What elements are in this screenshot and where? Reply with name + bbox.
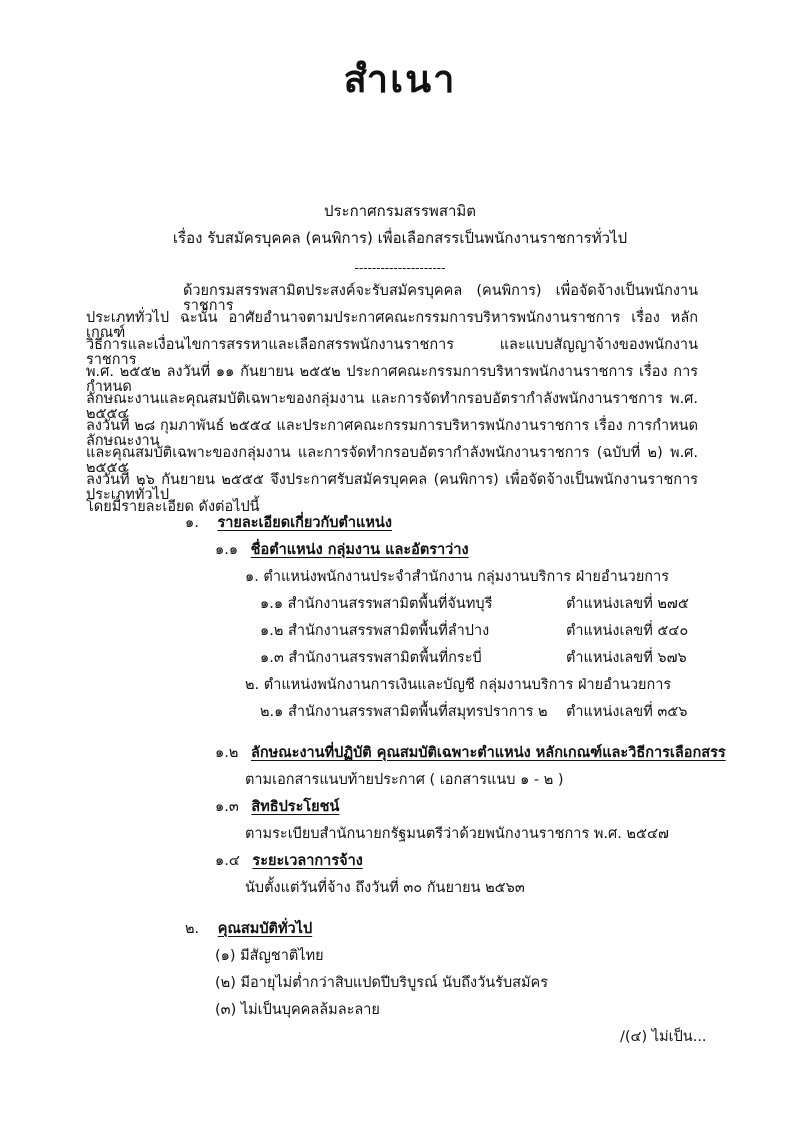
qualification-item: (๓) ไม่เป็นบุคคลล้มละลาย	[215, 1002, 380, 1018]
continued-marker: /(๔) ไม่เป็น...	[620, 1029, 707, 1045]
subsection-1-2-heading	[215, 746, 726, 761]
subsection-1-1-heading	[215, 543, 469, 558]
position-1-title: ๑. ตำแหน่งพนักงานประจำสำนักงาน กลุ่มงานบริการ ฝ่ายอำนวยการ	[245, 569, 670, 585]
section-title: คุณสมบัติทั่วไป	[217, 921, 313, 937]
subsection-title: ลักษณะงานที่ปฏิบัติ คุณสมบัติเฉพาะตำแหน่ง หลักเกณฑ์และวิธีการเลือกสรร	[250, 745, 726, 761]
position-number: ตำแหน่งเลขที่ ๒๗๕	[566, 596, 689, 612]
subsection-title: สิทธิประโยชน์	[251, 799, 340, 815]
subsection-text: ตามเอกสารแนบท้ายประกาศ ( เอกสารแนบ ๑ - ๒ )	[245, 772, 564, 788]
position-number: ตำแหน่งเลขที่ ๕๔๐	[566, 623, 689, 639]
intro-line-7: และคุณสมบัติเฉพาะของกลุ่มงาน และการจัดทำกรอบอัตรากำลังพนักงานราชการ (ฉบับที่ ๒) พ.ศ. ๒๕๕๕	[86, 445, 698, 476]
subsection-1-4-heading	[215, 854, 363, 869]
qualification-item: (๑) มีสัญชาติไทย	[215, 948, 324, 964]
subsection-1-3-heading	[215, 800, 339, 815]
section-title: รายละเอียดเกี่ยวกับตำแหน่ง	[217, 515, 392, 531]
subsection-text: ตามระเบียบสำนักนายกรัฐมนตรีว่าด้วยพนักงานราชการ พ.ศ. ๒๕๔๗	[245, 826, 669, 842]
qualification-item: (๒) มีอายุไม่ต่ำกว่าสิบแปดปีบริบูรณ์ นับถึงวันรับสมัคร	[215, 975, 549, 991]
position-number: ตำแหน่งเลขที่ ๖๗๖	[566, 650, 687, 666]
copy-stamp: สำเนา	[343, 56, 457, 101]
heading-divider: ---------------------	[354, 261, 446, 275]
position-number: ตำแหน่งเลขที่ ๓๕๖	[566, 704, 688, 720]
position-office-label: ๒.๑ สำนักงานสรรพสามิตพื้นที่สมุทรปราการ ๒	[260, 704, 548, 720]
subsection-number: ๑.๓	[215, 799, 239, 815]
announcement-title: ประกาศกรมสรรพสามิต	[323, 202, 477, 220]
position-office-label: ๑.๒ สำนักงานสรรพสามิตพื้นที่ลำปาง	[260, 623, 490, 639]
position-office-label: ๑.๑ สำนักงานสรรพสามิตพื้นที่จันทบุรี	[260, 596, 493, 612]
subsection-text: นับตั้งแต่วันที่จ้าง ถึงวันที่ ๓๐ กันยายน ๒๕๖๓	[245, 880, 525, 896]
intro-line-6: ลงวันที่ ๒๘ กุมภาพันธ์ ๒๕๕๔ และประกาศคณะกรรมการบริหารพนักงานราชการ เรื่อง การกำหนดลักษณะงาน	[86, 418, 698, 449]
section-2-heading	[185, 922, 312, 937]
subsection-number: ๑.๔	[215, 853, 240, 869]
intro-line-4: พ.ศ. ๒๕๕๒ ลงวันที่ ๑๑ กันยายน ๒๕๕๒ ประกาศคณะกรรมการบริหารพนักงานราชการ เรื่อง การกำหนด	[86, 364, 698, 395]
subsection-title: ชื่อตำแหน่ง กลุ่มงาน และอัตราว่าง	[250, 542, 469, 558]
subsection-number: ๑.๑	[215, 542, 239, 558]
intro-line-3: วิธีการและเงื่อนไขการสรรหาและเลือกสรรพนักงานราชการ และแบบสัญญาจ้างของพนักงานราชการ	[86, 337, 698, 368]
subsection-title: ระยะเวลาการจ้าง	[252, 853, 363, 869]
section-number: ๑.	[185, 515, 199, 531]
subsection-number: ๑.๒	[215, 745, 239, 761]
intro-line-8: ลงวันที่ ๒๖ กันยายน ๒๕๕๕ จึงประกาศรับสมัครบุคคล (คนพิการ) เพื่อจัดจ้างเป็นพนักงานราชการประเภททั่วไป	[86, 472, 698, 503]
intro-line-9: โดยมีรายละเอียด ดังต่อไปนี้	[86, 499, 260, 515]
intro-line-5: ลักษณะงานและคุณสมบัติเฉพาะของกลุ่มงาน และการจัดทำกรอบอัตรากำลังพนักงานราชการ พ.ศ. ๒๕๕๔	[86, 391, 698, 422]
section-number: ๒.	[185, 921, 200, 937]
intro-line-2: ประเภททั่วไป ฉะนั้น อาศัยอำนาจตามประกาศคณะกรรมการบริหารพนักงานราชการ เรื่อง หลักเกณฑ์	[86, 310, 698, 341]
position-2-title: ๒. ตำแหน่งพนักงานการเงินและบัญชี กลุ่มงานบริการ ฝ่ายอำนวยการ	[245, 677, 672, 693]
announcement-subject: เรื่อง รับสมัครบุคคล (คนพิการ) เพื่อเลือกสรรเป็นพนักงานราชการทั่วไป	[172, 229, 628, 247]
intro-line-1: ด้วยกรมสรรพสามิตประสงค์จะรับสมัครบุคคล (คนพิการ) เพื่อจัดจ้างเป็นพนักงานราชการ	[183, 283, 698, 314]
section-1-heading	[185, 516, 392, 531]
position-office-label: ๑.๓ สำนักงานสรรพสามิตพื้นที่กระบี่	[260, 650, 482, 666]
